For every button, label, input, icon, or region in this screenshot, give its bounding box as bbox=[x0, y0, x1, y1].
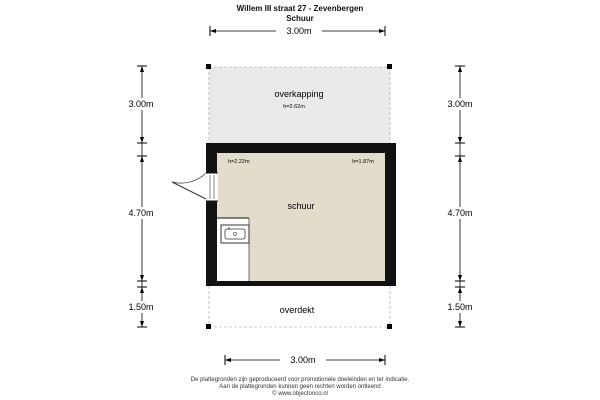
width-bottom-label: 3.00m bbox=[290, 355, 316, 365]
dimension-depth-right bbox=[438, 66, 482, 327]
disclaimer-line-3: © www.objectonco.nl bbox=[272, 391, 328, 397]
depth-canopy-right: 3.00m bbox=[447, 99, 473, 109]
canopy-label: overkapping bbox=[274, 89, 324, 99]
depth-shed-right: 4.70m bbox=[447, 208, 473, 218]
dimension-depth-left bbox=[118, 66, 162, 327]
dimension-width-bottom bbox=[225, 354, 385, 365]
covered-area bbox=[206, 286, 392, 329]
disclaimer-line-1: De plattegronden zijn geproduceerd voor promotionele doeleinden en ter indicatie. bbox=[190, 377, 410, 383]
depth-covered-right: 1.50m bbox=[447, 302, 473, 312]
disclaimer-line-2: Aan de plattegronden kunnen geen rechten worden ontleend bbox=[219, 384, 381, 390]
width-top-label: 3.00m bbox=[286, 26, 312, 36]
covered-label: overdekt bbox=[279, 305, 315, 315]
depth-covered-left: 1.50m bbox=[128, 302, 154, 312]
depth-canopy-left: 3.00m bbox=[128, 99, 154, 109]
depth-shed-left: 4.70m bbox=[128, 208, 154, 218]
shed-label: schuur bbox=[287, 201, 315, 211]
shed-height-right: h=1.87m bbox=[352, 159, 374, 165]
canopy-height: h=2.62m bbox=[283, 104, 305, 110]
sink-icon bbox=[221, 225, 249, 243]
plan-subtitle: Schuur bbox=[286, 14, 314, 23]
plan-address: Willem III straat 27 - Zevenbergen bbox=[236, 4, 364, 13]
shed-height-left: h=2.22m bbox=[228, 159, 250, 165]
canopy-area bbox=[206, 64, 392, 143]
dimension-width-top bbox=[210, 25, 385, 36]
door-icon bbox=[172, 173, 218, 201]
